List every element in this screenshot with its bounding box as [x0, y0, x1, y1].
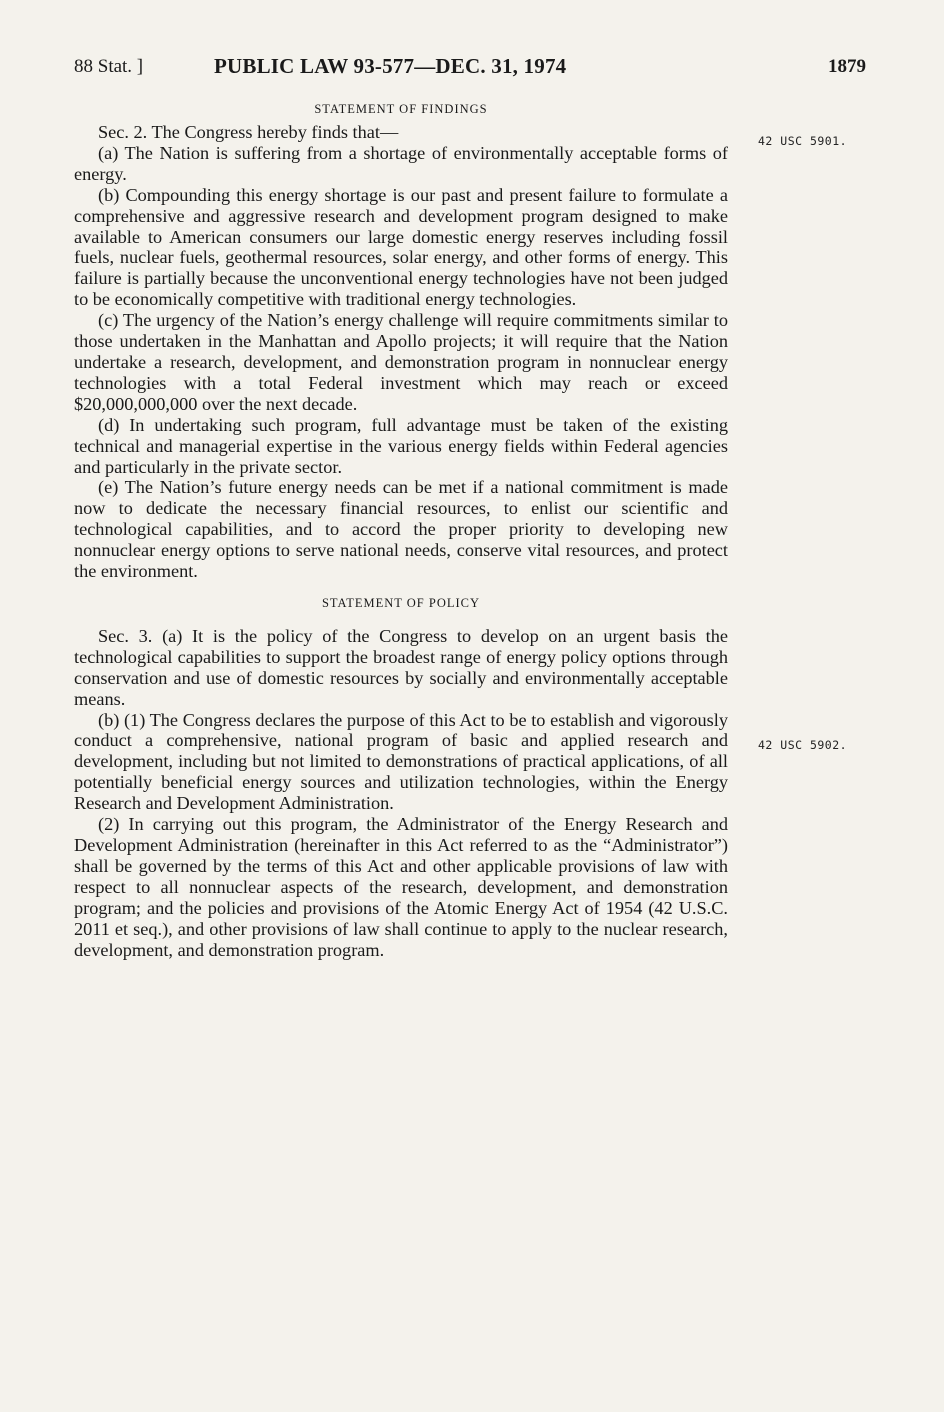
paragraph: (a) The Nation is suffering from a shortage of environmentally acceptable forms of energy.: [74, 142, 728, 184]
paragraph: (b) (1) The Congress declares the purpose of this Act to be to establish and vigorously conduct a comprehensive, national program of basic and applied research and development, including but not limited to demonstrations of practical applications, of all potentially beneficial energy sources and utilization technologies, within the Energy Research and Development Administration.: [74, 709, 728, 814]
page-header: [74, 54, 866, 84]
statute-volume: 88 Stat. ]: [74, 56, 144, 77]
margin-citation: 42 USC 5901.: [758, 134, 848, 148]
paragraph: (b) Compounding this energy shortage is our past and present failure to formulate a comprehensive and aggressive research and development program designed to make available to American consumers our large domestic energy reserves including fossil fuels, nuclear fuels, geothermal resources, solar energy, and other forms of energy. This failure is partially because the unconventional energy technologies have not been judged to be economically competitive with traditional energy technologies.: [74, 184, 728, 310]
running-title: PUBLIC LAW 93-577—DEC. 31, 1974: [214, 54, 567, 78]
page-number: 1879: [828, 56, 866, 77]
paragraph: Sec. 3. (a) It is the policy of the Congress to develop on an urgent basis the technological capabilities to support the broadest range of energy policy options through conservation and use of domestic resources by socially and environmentally acceptable means.: [74, 625, 728, 709]
paragraph: (2) In carrying out this program, the Administrator of the Energy Research and Development Administration (hereinafter in this Act referred to as the “Administrator”) shall be governed by the terms of this Act and other applicable provisions of law with respect to all nonnuclear aspects of the research, development, and demonstration program; and the policies and provisions of the Atomic Energy Act of 1954 (42 U.S.C. 2011 et seq.), and other provisions of law shall continue to apply to the nuclear research, development, and demonstration program.: [74, 814, 728, 960]
main-text: [74, 100, 728, 960]
margin-citation: 42 USC 5902.: [758, 738, 848, 752]
section-heading: STATEMENT OF POLICY: [321, 595, 481, 610]
paragraph: (e) The Nation’s future energy needs can be met if a national commitment is made now to dedicate the necessary financial resources, to enlist our scientific and technological capabilities, and to accord the proper priority to developing new nonnuclear energy options to serve national needs, conserve vital resources, and protect the environment.: [74, 477, 728, 582]
section-heading: STATEMENT OF FINDINGS: [314, 102, 488, 116]
paragraph: Sec. 2. The Congress hereby finds that—: [98, 122, 399, 142]
paragraph: (d) In undertaking such program, full advantage must be taken of the existing technical and managerial expertise in the various energy fields within Federal agencies and particularly in the private sector.: [74, 414, 728, 477]
paragraph: (c) The urgency of the Nation’s energy challenge will require commitments similar to those undertaken in the Manhattan and Apollo projects; it will require that the Nation undertake a research, development, and demonstration program in nonnuclear energy technologies with a total Federal investment which may reach or exceed $20,000,000,000 over the next decade.: [74, 310, 728, 414]
